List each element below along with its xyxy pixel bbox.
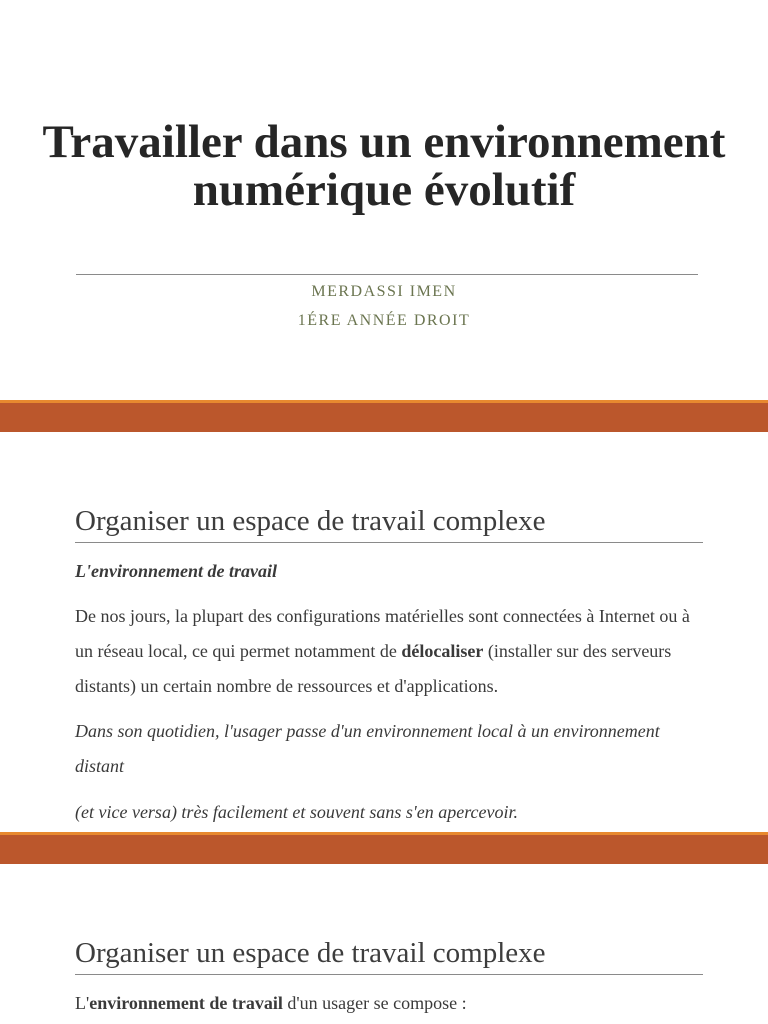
slide-separator	[0, 400, 768, 432]
heading-divider	[75, 542, 703, 543]
class-level: 1ÉRE ANNÉE DROIT	[297, 312, 471, 329]
slide-title	[0, 0, 768, 400]
heading-divider	[75, 974, 703, 975]
paragraph-environment	[75, 986, 703, 1021]
paragraph-local-distant: Dans son quotidien, l'usager passe d'un environnement local à un environnement distant	[75, 721, 660, 776]
bold-term: environnement de travail	[89, 993, 283, 1013]
slide-heading: Organiser un espace de travail complexe	[75, 937, 546, 969]
slide-separator	[0, 832, 768, 864]
presentation-title: Travailler dans un environnement numérique évolutif	[42, 116, 726, 216]
slide-subheading: L'environnement de travail	[75, 561, 277, 581]
bold-term: délocaliser	[401, 641, 484, 661]
slide-workspace-1	[0, 432, 768, 832]
paragraph-vice-versa: (et vice versa) très facilement et souvent sans s'en apercevoir.	[75, 802, 519, 822]
paragraph-text: De nos jours, la plupart des configurations matérielles sont connectées à Internet ou à un réseau local, ce qui permet notamment de	[75, 606, 690, 661]
slide-heading: Organiser un espace de travail complexe	[75, 505, 546, 537]
paragraph-text: (installer sur des serveurs distants) un certain nombre de ressources et d'applications.	[75, 641, 672, 696]
paragraph-text: d'un usager se compose :	[282, 993, 467, 1013]
slide-workspace-2	[0, 864, 768, 1024]
paragraph-text: L'	[75, 993, 90, 1013]
title-divider	[76, 274, 698, 275]
author-name: MERDASSI IMEN	[311, 283, 457, 300]
paragraph-delocalisation	[75, 599, 703, 704]
